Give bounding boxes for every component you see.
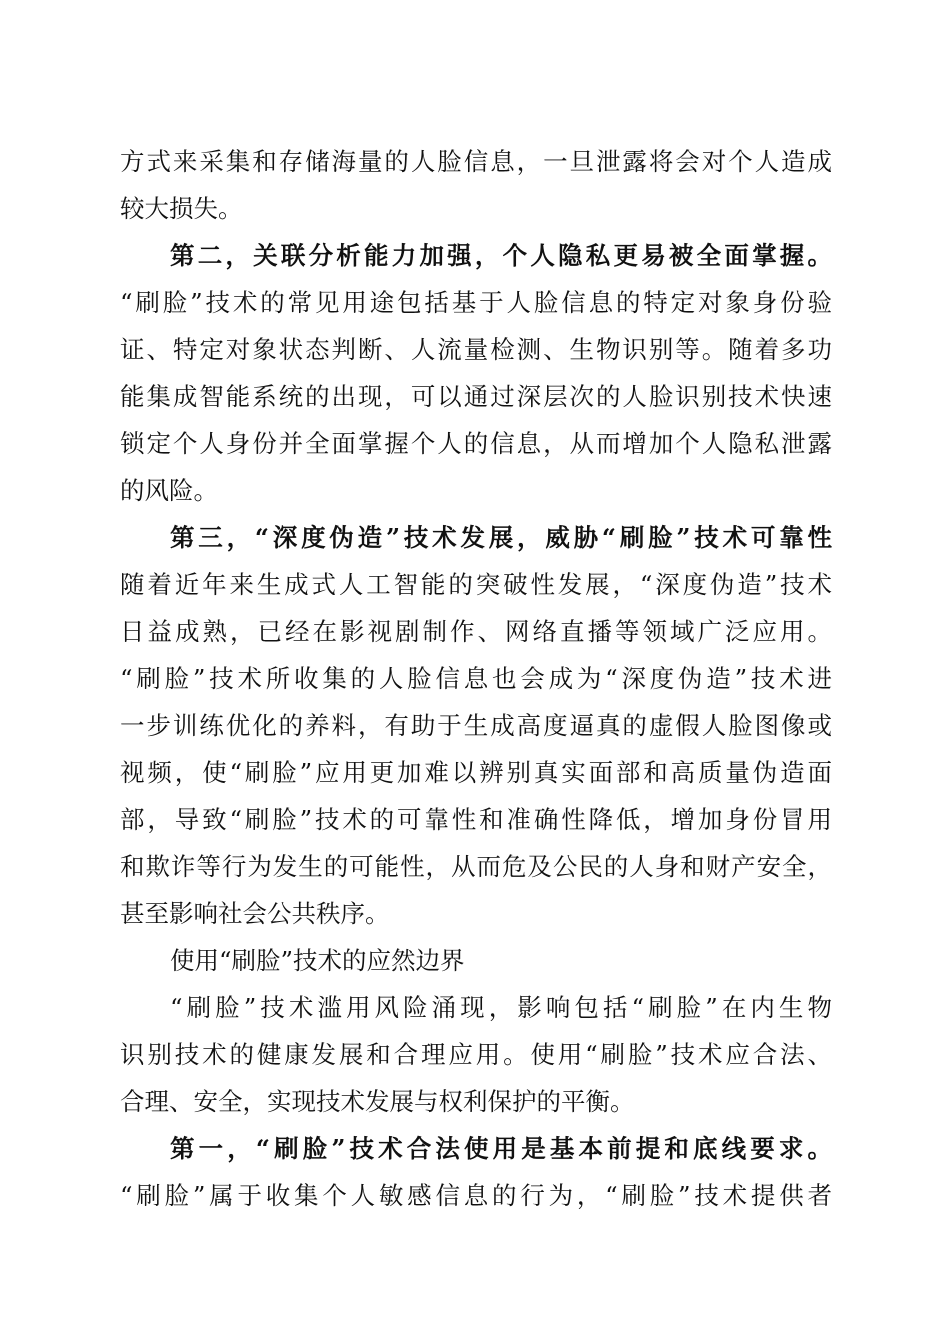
text-line: 甚至影响社会公共秩序。 [120,899,390,928]
text-line: “刷脸”技术所收集的人脸信息也会成为“深度伪造”技术进 [120,664,832,693]
text-line: “刷脸”属于收集个人敏感信息的行为，“刷脸”技术提供者 [120,1181,832,1210]
text-line: 一步训练优化的养料，有助于生成高度逼真的虚假人脸图像或 [120,711,832,740]
section-heading: 第三，“深度伪造”技术发展，威胁“刷脸”技术可靠性 [170,523,832,552]
text-line: 证、特定对象状态判断、人流量检测、生物识别等。随着多功 [120,335,832,364]
text-line: 识别技术的健康发展和合理应用。使用“刷脸”技术应合法、 [120,1040,832,1069]
text-line: 的风险。 [120,476,218,505]
text-line: 较大损失。 [120,194,243,223]
text-line: 部，导致“刷脸”技术的可靠性和准确性降低，增加身份冒用 [120,805,832,834]
text-line: “刷脸”技术的常见用途包括基于人脸信息的特定对象身份验 [120,288,832,317]
section-heading: 第二，关联分析能力加强，个人隐私更易被全面掌握。 [170,241,832,270]
text-line: 和欺诈等行为发生的可能性，从而危及公民的人身和财产安全， [120,852,832,881]
text-line: 方式来采集和存储海量的人脸信息，一旦泄露将会对个人造成 [120,147,832,176]
section-heading: 第一，“刷脸”技术合法使用是基本前提和底线要求。 [170,1134,832,1163]
text-line: 能集成智能系统的出现，可以通过深层次的人脸识别技术快速 [120,382,832,411]
text-line: 视频，使“刷脸”应用更加难以辨别真实面部和高质量伪造面 [120,758,832,787]
section-title: 使用“刷脸”技术的应然边界 [170,946,465,975]
text-line: 随着近年来生成式人工智能的突破性发展，“深度伪造”技术 [120,570,832,599]
text-line: 日益成熟，已经在影视剧制作、网络直播等领域广泛应用。 [120,617,832,646]
text-line: 合理、安全，实现技术发展与权利保护的平衡。 [120,1087,635,1116]
text-line: 锁定个人身份并全面掌握个人的信息，从而增加个人隐私泄露 [120,429,832,458]
text-line: “刷脸”技术滥用风险涌现，影响包括“刷脸”在内生物 [170,993,832,1022]
